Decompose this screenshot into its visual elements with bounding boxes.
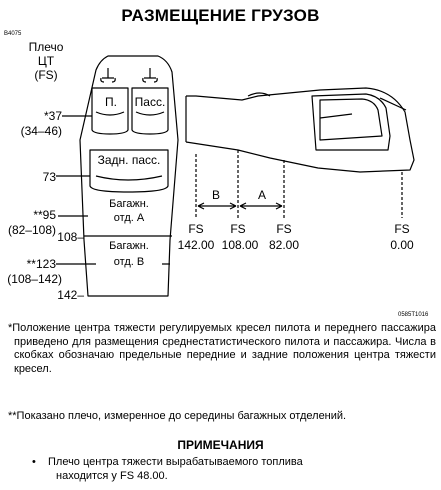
fs-142-value: 142.00 bbox=[177, 238, 215, 252]
zone-a-label: A bbox=[257, 188, 266, 202]
rear-passenger-seat-label: Задн. пасс. bbox=[92, 154, 166, 167]
station-142: 142– bbox=[57, 288, 84, 302]
baggage-b-label-1: Багажн. bbox=[96, 240, 162, 253]
fs-108-fs: FS bbox=[230, 222, 246, 236]
station-123: **123 bbox=[26, 257, 56, 271]
baggage-b-label-2: отд. В bbox=[96, 256, 162, 269]
passenger-seat-label: Пасс. bbox=[134, 95, 166, 109]
fs-0-fs: FS bbox=[394, 222, 410, 236]
station-37-range: (34–46) bbox=[20, 124, 62, 138]
station-73: 73 bbox=[42, 170, 56, 184]
arm-header-line1: Плечо bbox=[28, 40, 64, 54]
figure-code: B4075 bbox=[4, 31, 22, 37]
pilot-seat-label: П. bbox=[100, 96, 122, 109]
station-95-range: (82–108) bbox=[7, 223, 56, 237]
fs-0-value: 0.00 bbox=[390, 238, 414, 252]
notes-bullet: • bbox=[32, 456, 36, 468]
baggage-a-label-1: Багажн. bbox=[96, 198, 162, 211]
zone-b-label: B bbox=[211, 188, 220, 202]
note-fuel-arm-line2: находится у FS 48.00. bbox=[56, 470, 168, 482]
fuselage-window bbox=[312, 94, 390, 150]
note-fuel-arm-line1: Плечо центра тяжести вырабатываемого топлива bbox=[48, 456, 303, 468]
station-37: *37 bbox=[43, 109, 62, 123]
passenger-yoke bbox=[143, 68, 157, 82]
note-seat-cg: *Положение центра тяжести регулируемых кресел пилота и переднего пассажира приведено для размещения среднестатистического пилота и пассажира. Числа в скобках обозначаю предельные передние и задние положения центра тяжести кресел. bbox=[8, 322, 436, 375]
fs-82-fs: FS bbox=[276, 222, 292, 236]
baggage-a-label-2: отд. А bbox=[96, 212, 162, 225]
fs-108-value: 108.00 bbox=[221, 238, 259, 252]
arm-header-line3: (FS) bbox=[34, 68, 58, 82]
arm-header-line2: ЦТ bbox=[37, 54, 55, 68]
station-123-range: (108–142) bbox=[7, 272, 62, 286]
page-title: РАЗМЕЩЕНИЕ ГРУЗОВ bbox=[121, 6, 320, 25]
station-95: **95 bbox=[33, 208, 56, 222]
figure-code-bottom: 0585T1016 bbox=[398, 312, 429, 318]
notes-heading: ПРИМЕЧАНИЯ bbox=[177, 438, 264, 452]
pilot-yoke bbox=[101, 68, 115, 82]
fs-142-fs: FS bbox=[188, 222, 204, 236]
zone-b-arrow bbox=[198, 203, 236, 209]
zone-a-arrow bbox=[240, 203, 282, 209]
note-baggage-arm: **Показано плечо, измеренное до середины багажных отделений. bbox=[8, 410, 347, 422]
station-108: 108– bbox=[57, 230, 84, 244]
fs-82-value: 82.00 bbox=[268, 238, 300, 252]
